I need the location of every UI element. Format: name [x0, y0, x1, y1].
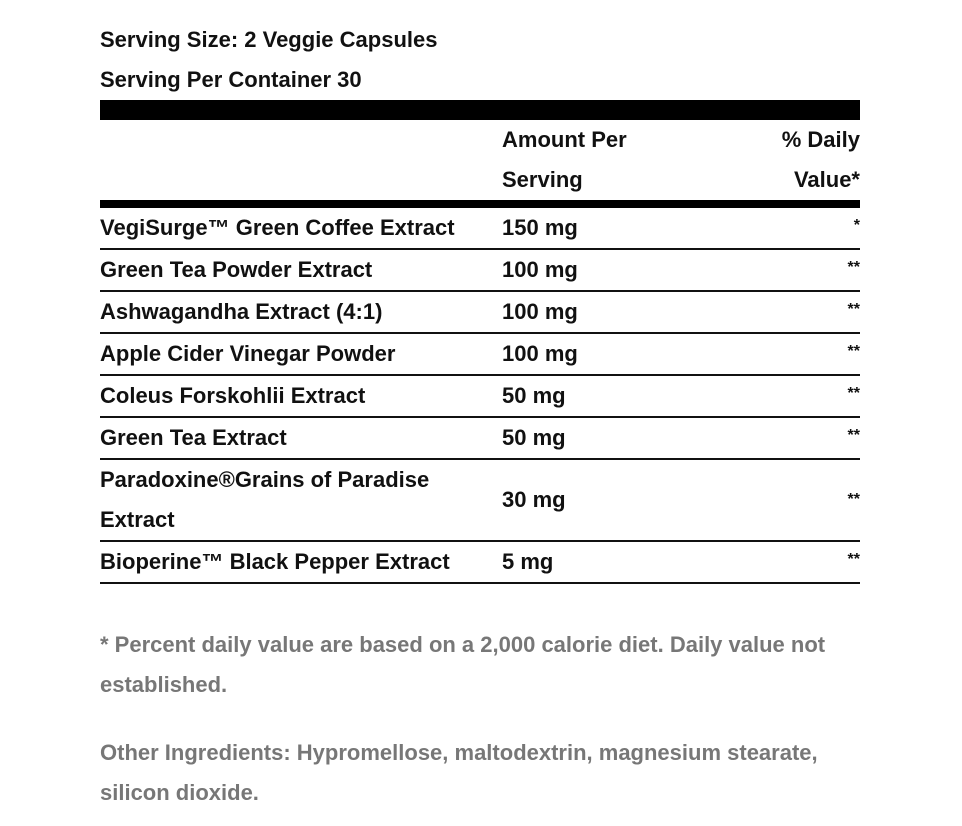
header-dv-line2: Value*	[793, 167, 860, 192]
ingredient-daily-value: **	[732, 459, 860, 541]
ingredient-daily-value: **	[732, 333, 860, 375]
ingredient-name: Bioperine™ Black Pepper Extract	[100, 541, 502, 583]
header-daily-value	[732, 120, 860, 200]
ingredient-daily-value: **	[732, 291, 860, 333]
ingredient-daily-value: *	[732, 208, 860, 249]
ingredient-name: Coleus Forskohlii Extract	[100, 375, 502, 417]
table-row	[100, 291, 860, 333]
ingredient-daily-value: **	[732, 417, 860, 459]
table-row	[100, 417, 860, 459]
table-row	[100, 541, 860, 583]
ingredient-name: Paradoxine®Grains of Paradise Extract	[100, 459, 502, 541]
ingredient-name: Apple Cider Vinegar Powder	[100, 333, 502, 375]
table-row	[100, 375, 860, 417]
table-row	[100, 333, 860, 375]
supplement-facts-table	[100, 120, 860, 200]
ingredient-daily-value: **	[732, 249, 860, 291]
ingredient-amount: 150 mg	[502, 208, 732, 249]
supplement-facts-panel	[100, 20, 860, 584]
header-amount	[502, 120, 732, 200]
ingredient-amount: 50 mg	[502, 417, 732, 459]
daily-value-footnote: * Percent daily value are based on a 2,000 calorie diet. Daily value not established.	[100, 632, 826, 697]
ingredient-name: Ashwagandha Extract (4:1)	[100, 291, 502, 333]
ingredient-name: VegiSurge™ Green Coffee Extract	[100, 208, 502, 249]
ingredients-table	[100, 208, 860, 584]
ingredient-amount: 100 mg	[502, 249, 732, 291]
ingredient-name: Green Tea Extract	[100, 417, 502, 459]
ingredient-amount: 100 mg	[502, 291, 732, 333]
ingredient-daily-value: **	[732, 541, 860, 583]
table-row	[100, 208, 860, 249]
other-ingredients: Other Ingredients: Hypromellose, maltodextrin, magnesium stearate, silicon dioxide.	[100, 740, 818, 805]
ingredient-amount: 30 mg	[502, 459, 732, 541]
ingredient-daily-value: **	[732, 375, 860, 417]
ingredient-amount: 5 mg	[502, 541, 732, 583]
header-dv-line1: % Daily	[781, 127, 860, 152]
table-header-row	[100, 120, 860, 200]
table-row	[100, 459, 860, 541]
medium-divider	[100, 200, 860, 208]
ingredient-name: Green Tea Powder Extract	[100, 249, 502, 291]
table-row	[100, 249, 860, 291]
servings-per-container: Serving Per Container 30	[100, 67, 362, 92]
header-name-cell	[100, 120, 502, 200]
ingredient-amount: 100 mg	[502, 333, 732, 375]
ingredient-amount: 50 mg	[502, 375, 732, 417]
header-amount-line1: Amount Per	[502, 127, 627, 152]
thick-divider	[100, 100, 860, 120]
header-amount-line2: Serving	[502, 167, 583, 192]
serving-size: Serving Size: 2 Veggie Capsules	[100, 27, 438, 52]
